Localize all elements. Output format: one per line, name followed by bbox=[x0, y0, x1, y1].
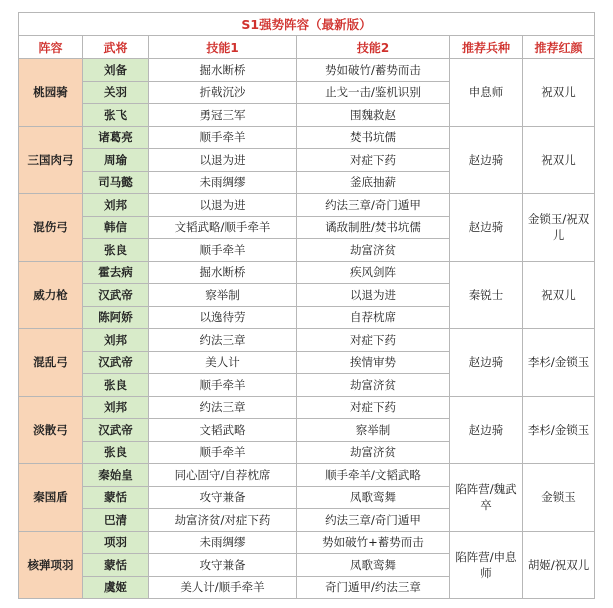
recommended-troop: 赵边骑 bbox=[450, 396, 523, 464]
skill-1: 美人计 bbox=[149, 351, 297, 374]
skill-1: 攻守兼备 bbox=[149, 486, 297, 509]
general-name: 张良 bbox=[83, 441, 149, 464]
skill-1: 察举制 bbox=[149, 284, 297, 307]
column-header: 技能1 bbox=[149, 36, 297, 59]
skill-1: 未雨绸缪 bbox=[149, 531, 297, 554]
general-name: 陈阿娇 bbox=[83, 306, 149, 329]
skill-2: 焚书坑儒 bbox=[297, 126, 450, 149]
skill-2: 劫富济贫 bbox=[297, 239, 450, 262]
general-name: 周瑜 bbox=[83, 149, 149, 172]
skill-2: 奇门遁甲/约法三章 bbox=[297, 576, 450, 599]
header-row bbox=[19, 36, 595, 59]
general-name: 刘邦 bbox=[83, 396, 149, 419]
column-header: 推荐兵种 bbox=[450, 36, 523, 59]
recommended-beauty: 胡姬/祝双儿 bbox=[523, 531, 595, 599]
skill-1: 约法三章 bbox=[149, 396, 297, 419]
recommended-beauty: 李杉/金锁玉 bbox=[523, 396, 595, 464]
general-name: 汉武帝 bbox=[83, 419, 149, 442]
general-name: 汉武帝 bbox=[83, 351, 149, 374]
skill-2: 凤歌鸾舞 bbox=[297, 486, 450, 509]
table-row bbox=[19, 329, 595, 352]
table-row bbox=[19, 396, 595, 419]
recommended-troop: 陷阵营/申息师 bbox=[450, 531, 523, 599]
recommended-beauty: 祝双儿 bbox=[523, 126, 595, 194]
general-name: 张飞 bbox=[83, 104, 149, 127]
skill-2: 顺手牵羊/文韬武略 bbox=[297, 464, 450, 487]
skill-1: 顺手牵羊 bbox=[149, 239, 297, 262]
table-row bbox=[19, 261, 595, 284]
skill-2: 对症下药 bbox=[297, 329, 450, 352]
general-name: 刘邦 bbox=[83, 194, 149, 217]
lineup-name: 桃园骑 bbox=[19, 59, 83, 127]
lineup-name: 三国肉弓 bbox=[19, 126, 83, 194]
table-row bbox=[19, 59, 595, 82]
lineup-name: 核弹项羽 bbox=[19, 531, 83, 599]
table-row bbox=[19, 194, 595, 217]
general-name: 张良 bbox=[83, 239, 149, 262]
skill-2: 止戈一击/鉴机识别 bbox=[297, 81, 450, 104]
general-name: 蒙恬 bbox=[83, 554, 149, 577]
general-name: 虞姬 bbox=[83, 576, 149, 599]
lineup-table-container bbox=[18, 12, 594, 599]
skill-1: 折戟沉沙 bbox=[149, 81, 297, 104]
skill-2: 势如破竹+蓄势而击 bbox=[297, 531, 450, 554]
skill-1: 顺手牵羊 bbox=[149, 441, 297, 464]
general-name: 诸葛亮 bbox=[83, 126, 149, 149]
skill-1: 以退为进 bbox=[149, 194, 297, 217]
general-name: 张良 bbox=[83, 374, 149, 397]
skill-2: 挨情审势 bbox=[297, 351, 450, 374]
lineup-table bbox=[18, 12, 595, 599]
skill-1: 顺手牵羊 bbox=[149, 126, 297, 149]
skill-2: 劫富济贫 bbox=[297, 441, 450, 464]
skill-2: 劫富济贫 bbox=[297, 374, 450, 397]
skill-1: 以逸待劳 bbox=[149, 306, 297, 329]
skill-2: 对症下药 bbox=[297, 149, 450, 172]
recommended-troop: 赵边骑 bbox=[450, 126, 523, 194]
skill-2: 势如破竹/蓄势而击 bbox=[297, 59, 450, 82]
general-name: 项羽 bbox=[83, 531, 149, 554]
skill-1: 攻守兼备 bbox=[149, 554, 297, 577]
column-header: 阵容 bbox=[19, 36, 83, 59]
recommended-troop: 赵边骑 bbox=[450, 194, 523, 262]
skill-1: 勇冠三军 bbox=[149, 104, 297, 127]
skill-2: 釜底抽薪 bbox=[297, 171, 450, 194]
skill-1: 掘水断桥 bbox=[149, 261, 297, 284]
recommended-beauty: 李杉/金锁玉 bbox=[523, 329, 595, 397]
skill-1: 文韬武略 bbox=[149, 419, 297, 442]
skill-2: 约法三章/奇门遁甲 bbox=[297, 509, 450, 532]
recommended-troop: 赵边骑 bbox=[450, 329, 523, 397]
skill-2: 自荐枕席 bbox=[297, 306, 450, 329]
lineup-name: 混乱弓 bbox=[19, 329, 83, 397]
general-name: 霍去病 bbox=[83, 261, 149, 284]
skill-1: 美人计/顺手牵羊 bbox=[149, 576, 297, 599]
skill-2: 围魏救赵 bbox=[297, 104, 450, 127]
column-header: 技能2 bbox=[297, 36, 450, 59]
recommended-beauty: 金锁玉/祝双儿 bbox=[523, 194, 595, 262]
table-row bbox=[19, 464, 595, 487]
skill-1: 掘水断桥 bbox=[149, 59, 297, 82]
general-name: 刘备 bbox=[83, 59, 149, 82]
column-header: 推荐红颜 bbox=[523, 36, 595, 59]
lineup-name: 威力枪 bbox=[19, 261, 83, 329]
skill-1: 约法三章 bbox=[149, 329, 297, 352]
lineup-name: 秦国盾 bbox=[19, 464, 83, 532]
table-row bbox=[19, 126, 595, 149]
general-name: 刘邦 bbox=[83, 329, 149, 352]
recommended-beauty: 祝双儿 bbox=[523, 261, 595, 329]
skill-1: 以退为进 bbox=[149, 149, 297, 172]
lineup-name: 淡散弓 bbox=[19, 396, 83, 464]
general-name: 秦始皇 bbox=[83, 464, 149, 487]
recommended-beauty: 祝双儿 bbox=[523, 59, 595, 127]
skill-1: 文韬武略/顺手牵羊 bbox=[149, 216, 297, 239]
general-name: 司马懿 bbox=[83, 171, 149, 194]
skill-2: 谲敌制胜/焚书坑儒 bbox=[297, 216, 450, 239]
lineup-name: 混伤弓 bbox=[19, 194, 83, 262]
skill-2: 对症下药 bbox=[297, 396, 450, 419]
general-name: 汉武帝 bbox=[83, 284, 149, 307]
general-name: 韩信 bbox=[83, 216, 149, 239]
general-name: 关羽 bbox=[83, 81, 149, 104]
general-name: 巴清 bbox=[83, 509, 149, 532]
table-title: S1强势阵容（最新版） bbox=[19, 13, 595, 36]
recommended-beauty: 金锁玉 bbox=[523, 464, 595, 532]
skill-2: 疾风剑阵 bbox=[297, 261, 450, 284]
skill-2: 以退为进 bbox=[297, 284, 450, 307]
general-name: 蒙恬 bbox=[83, 486, 149, 509]
skill-1: 未雨绸缪 bbox=[149, 171, 297, 194]
table-row bbox=[19, 531, 595, 554]
skill-2: 察举制 bbox=[297, 419, 450, 442]
skill-2: 约法三章/奇门遁甲 bbox=[297, 194, 450, 217]
skill-1: 顺手牵羊 bbox=[149, 374, 297, 397]
recommended-troop: 秦锐士 bbox=[450, 261, 523, 329]
recommended-troop: 陷阵营/魏武卒 bbox=[450, 464, 523, 532]
skill-1: 同心固守/自荐枕席 bbox=[149, 464, 297, 487]
skill-2: 凤歌鸾舞 bbox=[297, 554, 450, 577]
table-body bbox=[19, 59, 595, 599]
skill-1: 劫富济贫/对症下药 bbox=[149, 509, 297, 532]
column-header: 武将 bbox=[83, 36, 149, 59]
recommended-troop: 申息师 bbox=[450, 59, 523, 127]
